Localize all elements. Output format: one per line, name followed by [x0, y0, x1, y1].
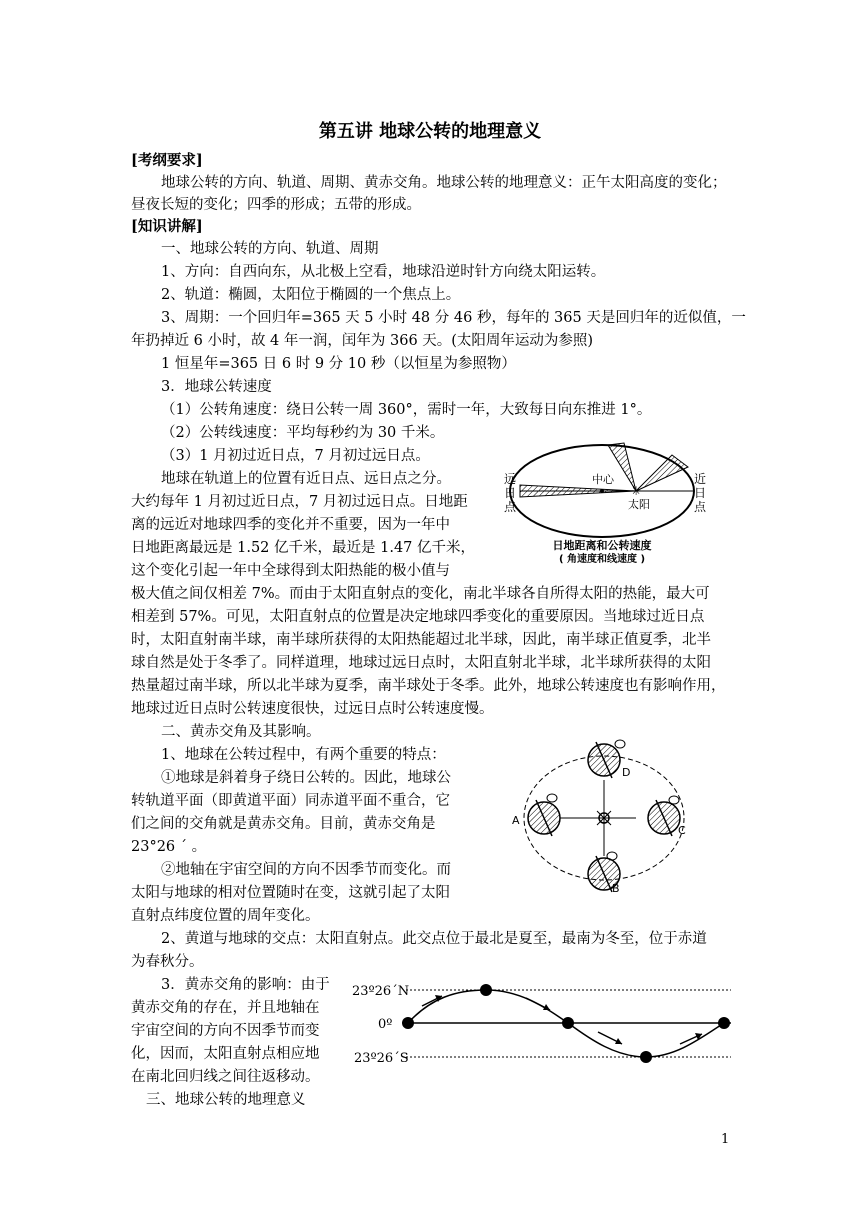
paragraph-line: 时，太阳直射南半球，南半球所获得的太阳热能超过北半球，因此，南半球正值夏季，北半	[131, 632, 711, 648]
section-heading: 三、地球公转的地理意义	[146, 1092, 306, 1108]
syllabus-heading: [考纲要求]	[131, 152, 203, 169]
paragraph-line: 2、黄道与地球的交点：太阳直射点。此交点位于最北是夏至，最南为冬至，位于赤道	[161, 931, 707, 947]
aphelion-label: 点	[504, 500, 517, 514]
paragraph-line: ②地轴在宇宙空间的方向不因季节而变化。而	[161, 862, 451, 878]
aphelion-label: 远	[504, 472, 517, 486]
paragraph-line: 地球在轨道上的位置有近日点、远日点之分。	[161, 471, 451, 487]
subsection-heading: 3．地球公转速度	[161, 379, 272, 395]
subsolar-wave-diagram	[346, 978, 738, 1070]
paragraph-line: 1、地球在公转过程中，有两个重要的特点：	[161, 747, 446, 763]
paragraph-line: 2、轨道：椭圆，太阳位于椭圆的一个焦点上。	[161, 287, 461, 303]
paragraph-line: 直射点纬度位置的周年变化。	[131, 908, 320, 924]
paragraph-line: 为春秋分。	[131, 954, 204, 970]
orbit-diagram	[496, 437, 708, 567]
paragraph-line: 太阳与地球的相对位置随时在变，这就引起了太阳	[131, 885, 450, 901]
arrow-icon	[598, 1032, 622, 1044]
perihelion-label: 近	[694, 472, 707, 486]
paragraph-line: 3．黄赤交角的影响：由于	[161, 977, 330, 993]
page-title: 第五讲 地球公转的地理意义	[318, 121, 542, 142]
paragraph-line: 日地距离最远是 1.52 亿千米，最近是 1.47 亿千米，	[131, 540, 476, 556]
syllabus-text-line: 地球公转的方向、轨道、周期、黄赤交角。地球公转的地理意义：正午太阳高度的变化；	[161, 175, 727, 191]
equinox-point	[402, 1017, 414, 1029]
paragraph-line: 极大值之间仅相差 7%。而由于太阳直射点的变化，南北半球各自所得太阳的热能，最大可	[131, 586, 710, 602]
section-heading: 一、地球公转的方向、轨道、周期	[161, 241, 379, 257]
position-label: A	[512, 814, 520, 827]
center-label: 中心	[592, 473, 614, 486]
perihelion-label: 点	[694, 500, 707, 514]
page-number: 1	[721, 1132, 730, 1147]
latitude-label: 23º26´N	[352, 984, 410, 999]
perihelion-sector	[636, 455, 688, 491]
aphelion-label: 日	[504, 486, 517, 500]
paragraph-line: 球自然是处于冬季了。同样道理，地球过远日点时，太阳直射北半球，北半球所获得的太阳	[131, 655, 711, 671]
paragraph-line: 们之间的交角就是黄赤交角。目前，黄赤交角是	[131, 816, 436, 832]
paragraph-line: 大约每年 1 月初过近日点，7 月初过远日点。日地距	[131, 494, 468, 510]
knowledge-heading: [知识讲解]	[131, 218, 203, 235]
season-diagram	[500, 738, 708, 896]
paragraph-line: 地球过近日点时公转速度很快，过远日点时公转速度慢。	[131, 701, 494, 717]
arrow-icon	[422, 995, 442, 1006]
paragraph-line: 离的远近对地球四季的变化并不重要，因为一年中	[131, 517, 450, 533]
center-point	[600, 489, 604, 493]
paragraph-line: 相差到 57%。可见，太阳直射点的位置是决定地球四季变化的重要原因。当地球过近日点	[131, 609, 705, 625]
earth-icon	[528, 794, 560, 836]
paragraph-line: 23°26 ´ 。	[131, 839, 207, 855]
syllabus-text-line: 昼夜长短的变化；四季的形成；五带的形成。	[131, 197, 421, 213]
paragraph-line: （1）公转角速度：绕日公转一周 360°，需时一年，大致每日向东推进 1°。	[161, 402, 652, 418]
paragraph-line: 宇宙空间的方向不因季节而变	[131, 1023, 320, 1039]
latitude-label: 23º26´S	[354, 1051, 409, 1066]
paragraph-line: 1、方向：自西向东，从北极上空看，地球沿逆时针方向绕太阳运转。	[161, 264, 606, 280]
position-label: D	[622, 766, 631, 779]
winter-solstice-point	[640, 1051, 652, 1063]
sun-icon: ✳	[630, 484, 642, 498]
perihelion-label: 日	[694, 486, 707, 500]
arrow-icon	[526, 998, 550, 1010]
sun-label: 太阳	[628, 498, 650, 511]
paragraph-line: （2）公转线速度：平均每秒约为 30 千米。	[161, 425, 445, 441]
figure-caption: 日地距离和公转速度	[552, 539, 652, 552]
equinox-point	[562, 1017, 574, 1029]
summer-solstice-point	[480, 984, 492, 996]
earth-icon	[588, 740, 625, 778]
paragraph-line: 热量超过南半球，所以北半球为夏季，南半球处于冬季。此外，地球公转速度也有影响作用，	[131, 678, 726, 694]
latitude-label: 0º	[378, 1017, 393, 1032]
paragraph-line: （3）1 月初过近日点，7 月初过远日点。	[161, 448, 430, 464]
equinox-point	[718, 1017, 730, 1029]
position-label: B	[612, 882, 620, 895]
sun-icon	[594, 808, 614, 828]
arrow-icon	[680, 1033, 702, 1044]
paragraph-line: 3、周期：一个回归年=365 天 5 小时 48 分 46 秒，每年的 365 天是回归年的近似值，一	[161, 310, 746, 326]
paragraph-line: 年扔掉近 6 小时，故 4 年一润，闰年为 366 天。(太阳周年运动为参照)	[131, 333, 594, 349]
section-heading: 二、黄赤交角及其影响。	[161, 724, 321, 740]
earth-icon	[648, 796, 680, 836]
paragraph-line: 黄赤交角的存在，并且地轴在	[131, 1000, 320, 1016]
paragraph-line: 这个变化引起一年中全球得到太阳热能的极小值与	[131, 563, 450, 579]
paragraph-line: ①地球是斜着身子绕日公转的。因此，地球公	[161, 770, 451, 786]
paragraph-line: 1 恒星年=365 日 6 时 9 分 10 秒（以恒星为参照物）	[161, 356, 516, 372]
paragraph-line: 化，因而，太阳直射点相应地	[131, 1046, 320, 1062]
paragraph-line: 转轨道平面（即黄道平面）同赤道平面不重合，它	[131, 793, 450, 809]
figure-caption: ( 角速度和线速度 )	[558, 554, 646, 565]
paragraph-line: 在南北回归线之间往返移动。	[131, 1069, 320, 1085]
position-label: C	[678, 824, 686, 837]
